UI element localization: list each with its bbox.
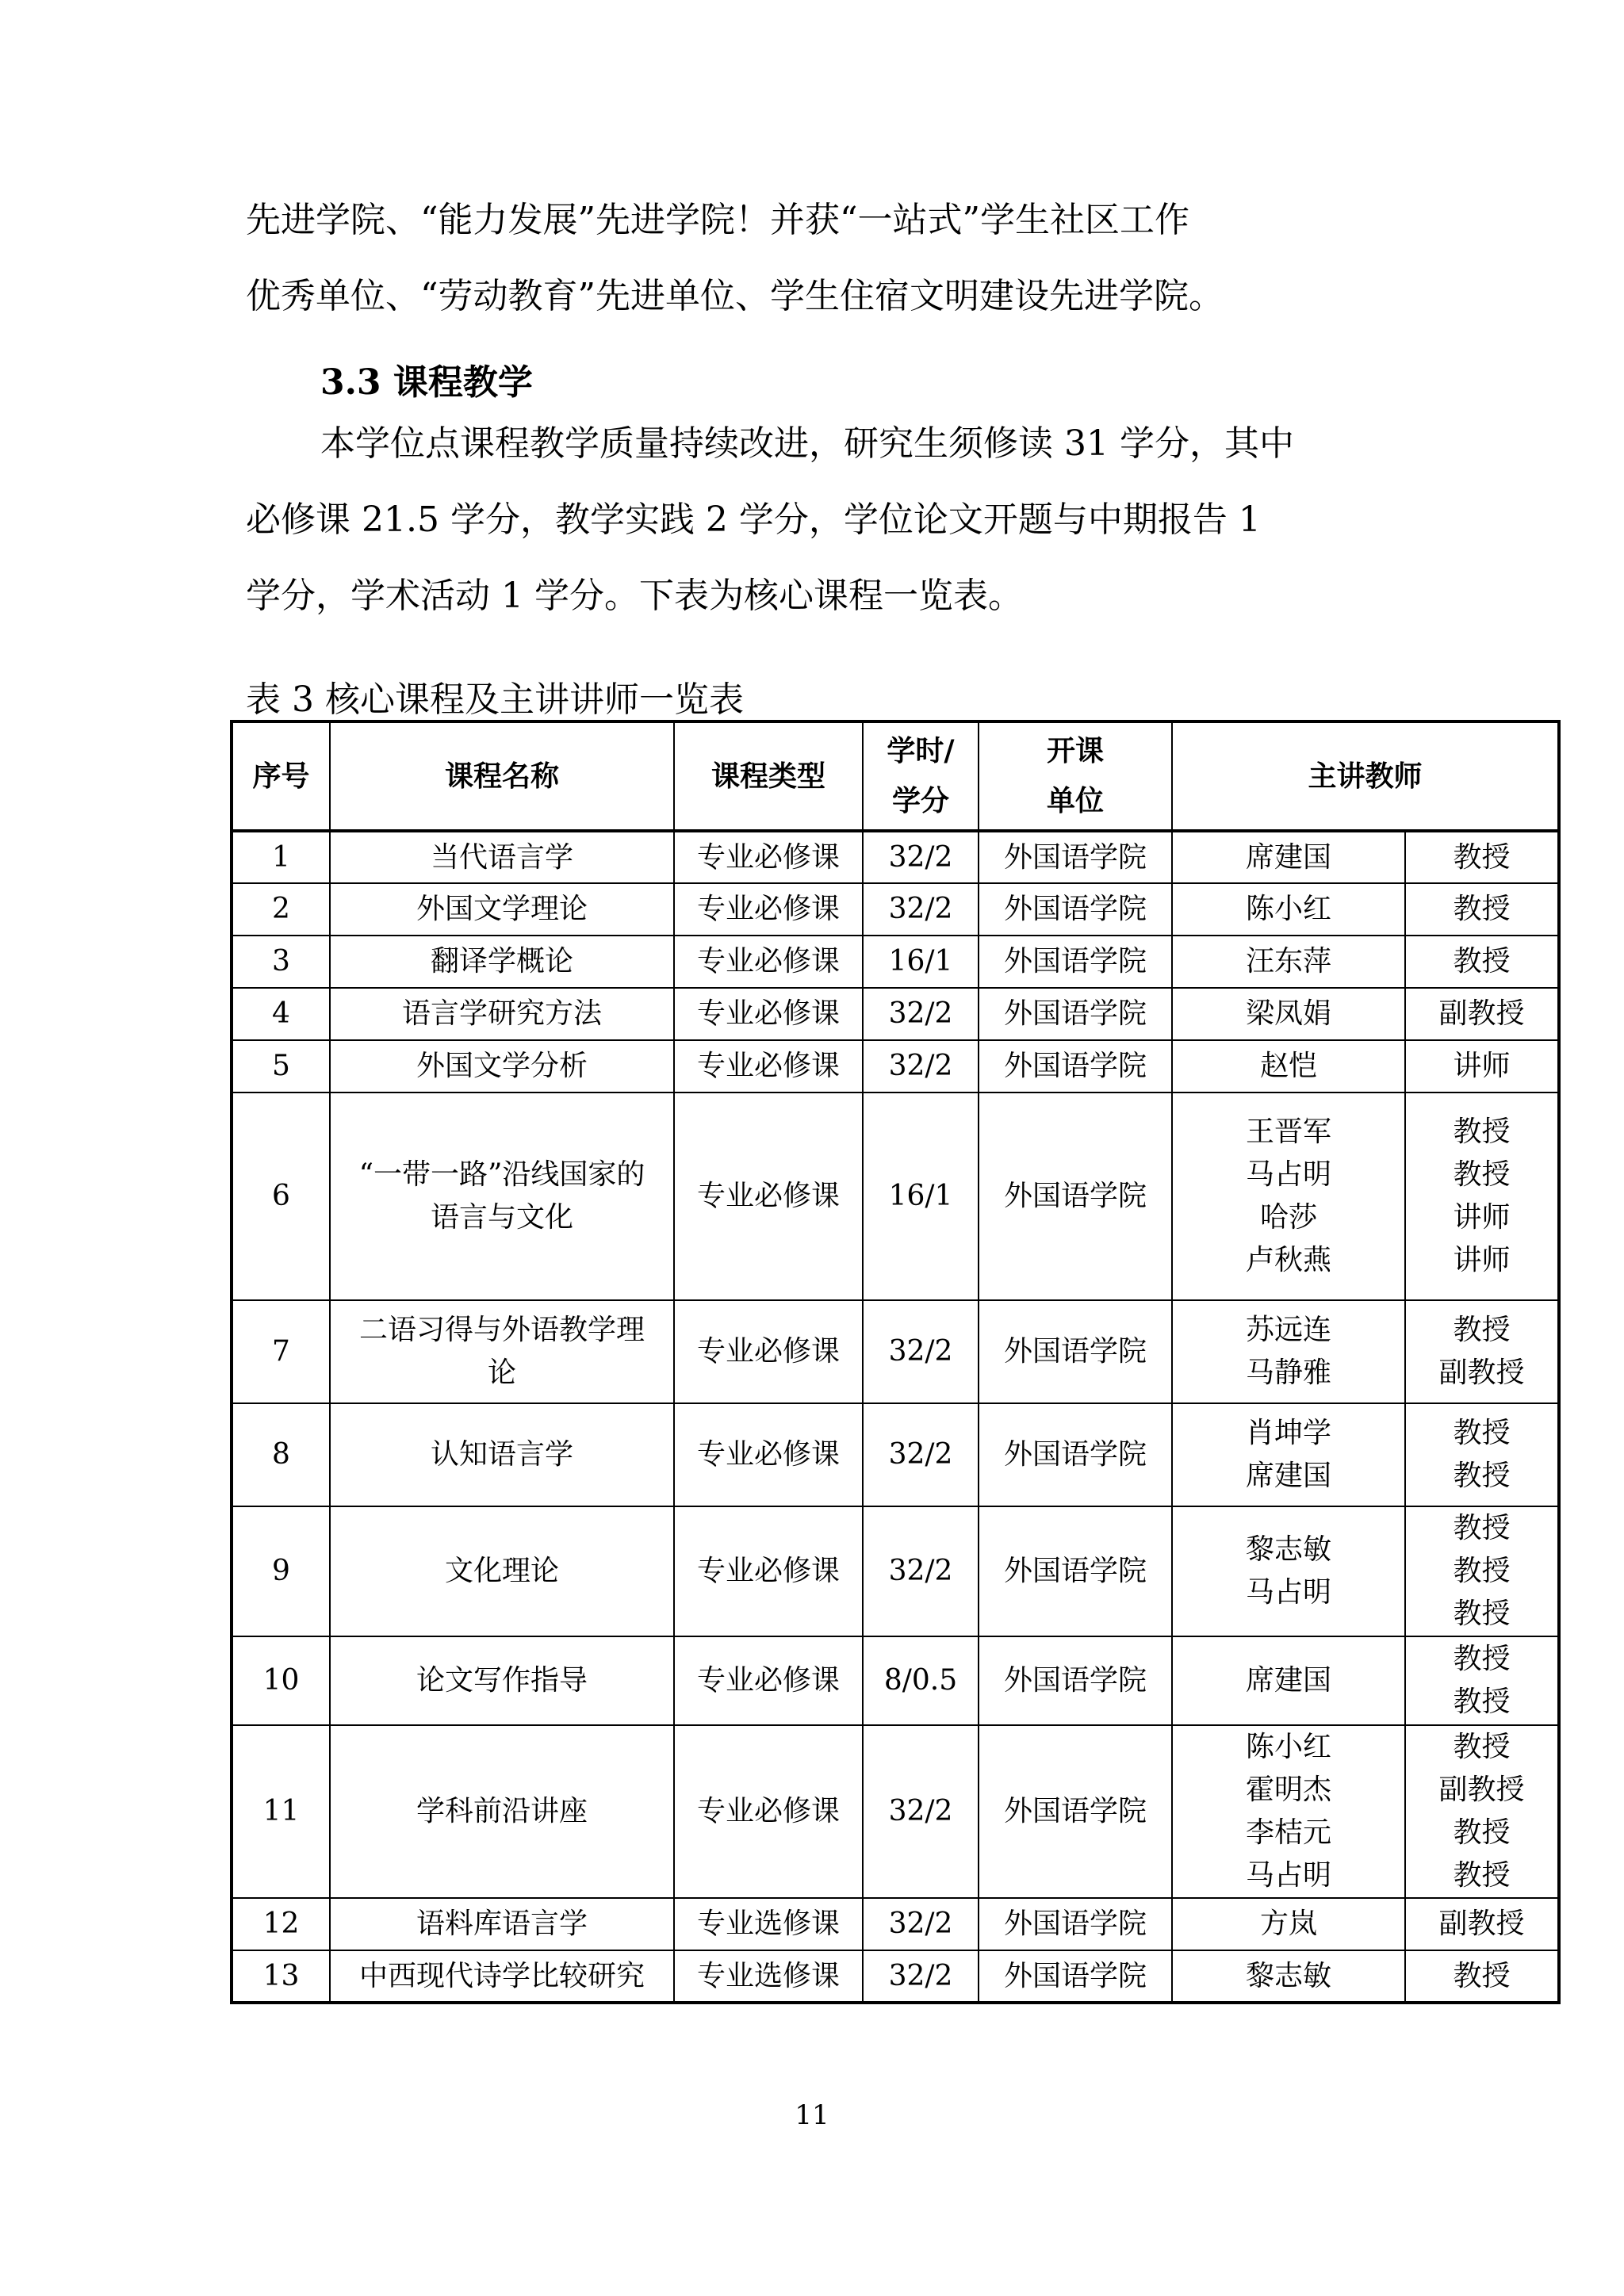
cell-no: 8 [232,1403,330,1506]
cell-course-name [330,1636,674,1725]
cell-title-line: 教授 [1453,893,1511,925]
cell-course-type: 专业必修课 [674,1093,863,1300]
cell-course-name-line: 当代语言学 [430,840,573,874]
cell-teacher-line: 马静雅 [1245,1357,1331,1389]
header-teacher: 主讲教师 [1172,721,1559,831]
cell-course-name-line: 二语习得与外语教学理 [358,1314,645,1346]
cell-title [1405,1040,1559,1093]
cell-title-line: 讲师 [1453,1050,1511,1082]
cell-teacher-line: 黎志敏 [1245,1959,1331,1992]
cell-unit: 外国语学院 [979,883,1172,936]
cell-course-name-line: 语言与文化 [430,1201,573,1234]
cell-title-line: 教授 [1453,1512,1511,1544]
cell-no: 11 [232,1725,330,1898]
cell-title-line: 副教授 [1438,1357,1525,1389]
cell-no: 2 [232,883,330,936]
cell-course-type: 专业必修课 [674,1300,863,1403]
cell-course-name-line: 学科前沿讲座 [416,1795,588,1827]
cell-course-type: 专业选修课 [674,1898,863,1950]
cell-title [1405,831,1559,883]
cell-hours: 32/2 [863,883,979,936]
table-row [232,1300,1559,1403]
cell-no: 13 [232,1950,330,2003]
table-row [232,1636,1559,1725]
core-course-table [230,720,1561,2004]
cell-no: 1 [232,831,330,883]
cell-title-line: 教授 [1453,1598,1511,1630]
cell-course-name [330,1950,674,2003]
cell-course-name [330,1898,674,1950]
cell-teacher [1172,988,1405,1040]
cell-hours: 32/2 [863,1898,979,1950]
cell-title-line: 教授 [1453,1417,1511,1449]
cell-teacher [1172,1506,1405,1636]
cell-teacher [1172,936,1405,988]
cell-title [1405,1898,1559,1950]
cell-teacher-line: 席建国 [1245,1460,1331,1492]
cell-course-name [330,831,674,883]
cell-course-type: 专业必修课 [674,1636,863,1725]
cell-course-type: 专业必修课 [674,1040,863,1093]
cell-title [1405,1403,1559,1506]
header-unit-line2: 单位 [1046,784,1104,817]
cell-course-name-line: 论 [487,1357,516,1389]
cell-course-name [330,1300,674,1403]
header-course-name: 课程名称 [330,721,674,831]
cell-title-line: 讲师 [1453,1244,1511,1276]
cell-teacher [1172,1093,1405,1300]
cell-course-type: 专业必修课 [674,1506,863,1636]
cell-course-name-line: 文化理论 [444,1555,559,1587]
cell-course-name-line: “一带一路”沿线国家的 [358,1158,645,1191]
cell-teacher-line: 卢秋燕 [1245,1244,1331,1276]
cell-course-name [330,1093,674,1300]
cell-title [1405,988,1559,1040]
cell-no: 6 [232,1093,330,1300]
table-row [232,1040,1559,1093]
cell-teacher-line: 霍明杰 [1245,1774,1331,1806]
table-row [232,988,1559,1040]
cell-title [1405,883,1559,936]
cell-course-name [330,883,674,936]
page-number: 11 [795,2099,829,2131]
cell-title-line: 讲师 [1453,1201,1511,1234]
header-hours-credits [863,721,979,831]
cell-unit: 外国语学院 [979,831,1172,883]
cell-title-line: 教授 [1453,1643,1511,1675]
body-line-3: 学分，学术活动 1 学分。下表为核心课程一览表。 [246,576,1023,616]
cell-teacher-line: 马占明 [1245,1859,1331,1892]
cell-course-name [330,936,674,988]
table-row [232,1403,1559,1506]
table-row [232,1093,1559,1300]
cell-title-line: 教授 [1453,1731,1511,1763]
cell-unit: 外国语学院 [979,1898,1172,1950]
header-hours-line2: 学分 [891,784,949,817]
cell-course-name-line: 翻译学概论 [430,945,573,978]
cell-unit: 外国语学院 [979,1300,1172,1403]
cell-title-line: 教授 [1453,1115,1511,1148]
cell-teacher-line: 陈小红 [1245,893,1331,925]
intro-line-2: 优秀单位、“劳动教育”先进单位、学生住宿文明建设先进学院。 [246,276,1224,316]
header-course-type: 课程类型 [674,721,863,831]
cell-course-name-line: 论文写作指导 [416,1664,588,1697]
cell-unit: 外国语学院 [979,1403,1172,1506]
cell-course-name [330,1040,674,1093]
cell-title [1405,1636,1559,1725]
cell-teacher-line: 赵恺 [1259,1050,1317,1082]
cell-hours: 32/2 [863,1403,979,1506]
cell-title-line: 教授 [1453,840,1511,874]
cell-no: 7 [232,1300,330,1403]
cell-teacher-line: 马占明 [1245,1158,1331,1191]
cell-teacher-line: 苏远连 [1245,1314,1331,1346]
cell-hours: 16/1 [863,1093,979,1300]
cell-teacher-line: 李桔元 [1245,1816,1331,1849]
cell-teacher [1172,1950,1405,2003]
cell-no: 4 [232,988,330,1040]
cell-title-line: 教授 [1453,1816,1511,1849]
header-no: 序号 [232,721,330,831]
cell-teacher-line: 肖坤学 [1245,1417,1331,1449]
cell-course-name-line: 语料库语言学 [416,1908,588,1940]
cell-unit: 外国语学院 [979,1506,1172,1636]
header-unit [979,721,1172,831]
cell-hours: 32/2 [863,1506,979,1636]
cell-title [1405,1725,1559,1898]
cell-title-line: 教授 [1453,1460,1511,1492]
cell-title [1405,1950,1559,2003]
body-line-1: 本学位点课程教学质量持续改进，研究生须修读 31 学分，其中 [320,423,1294,464]
cell-title [1405,936,1559,988]
cell-course-name [330,1725,674,1898]
cell-course-name-line: 外国文学分析 [416,1050,588,1082]
cell-title-line: 副教授 [1438,1908,1525,1940]
cell-teacher-line: 梁凤娟 [1245,997,1331,1030]
cell-teacher [1172,1403,1405,1506]
cell-hours: 8/0.5 [863,1636,979,1725]
cell-course-type: 专业必修课 [674,936,863,988]
cell-teacher [1172,1725,1405,1898]
cell-unit: 外国语学院 [979,936,1172,988]
header-hours-line1: 学时/ [887,734,955,767]
cell-hours: 32/2 [863,1040,979,1093]
cell-hours: 32/2 [863,831,979,883]
cell-teacher [1172,1300,1405,1403]
cell-unit: 外国语学院 [979,1636,1172,1725]
cell-title-line: 副教授 [1438,1774,1525,1806]
cell-unit: 外国语学院 [979,1950,1172,2003]
cell-teacher [1172,1898,1405,1950]
cell-teacher [1172,883,1405,936]
section-heading: 3.3 课程教学 [320,362,533,403]
cell-teacher [1172,1040,1405,1093]
cell-title-line: 教授 [1453,1555,1511,1587]
cell-course-name-line: 认知语言学 [430,1438,573,1471]
cell-teacher-line: 席建国 [1245,1664,1331,1697]
cell-title [1405,1093,1559,1300]
cell-unit: 外国语学院 [979,988,1172,1040]
table-row [232,831,1559,883]
cell-title-line: 教授 [1453,1158,1511,1191]
table-row [232,1725,1559,1898]
cell-title [1405,1300,1559,1403]
cell-no: 10 [232,1636,330,1725]
header-unit-line1: 开课 [1046,734,1104,767]
table-caption: 表 3 核心课程及主讲讲师一览表 [246,679,744,720]
cell-course-name-line: 中西现代诗学比较研究 [358,1959,645,1992]
cell-hours: 32/2 [863,1950,979,2003]
intro-line-1: 先进学院、“能力发展”先进学院！并获“一站式”学生社区工作 [246,200,1189,240]
table-row [232,1950,1559,2003]
cell-title-line: 教授 [1453,1686,1511,1718]
cell-teacher-line: 席建国 [1245,840,1331,874]
cell-no: 5 [232,1040,330,1093]
cell-course-type: 专业必修课 [674,883,863,936]
cell-course-name-line: 语言学研究方法 [401,997,602,1030]
cell-course-type: 专业必修课 [674,1725,863,1898]
cell-teacher-line: 方岚 [1259,1908,1317,1940]
cell-teacher-line: 汪东萍 [1245,945,1331,978]
cell-teacher-line: 哈莎 [1259,1201,1317,1234]
cell-course-name-line: 外国文学理论 [416,893,588,925]
table-row [232,883,1559,936]
cell-title-line: 教授 [1453,945,1511,978]
cell-course-type: 专业选修课 [674,1950,863,2003]
cell-hours: 32/2 [863,1300,979,1403]
table-row [232,1506,1559,1636]
cell-hours: 16/1 [863,936,979,988]
cell-course-name [330,1403,674,1506]
cell-teacher-line: 黎志敏 [1245,1533,1331,1566]
cell-course-type: 专业必修课 [674,831,863,883]
cell-no: 3 [232,936,330,988]
cell-course-type: 专业必修课 [674,1403,863,1506]
cell-unit: 外国语学院 [979,1040,1172,1093]
cell-course-name [330,988,674,1040]
cell-title-line: 教授 [1453,1314,1511,1346]
cell-unit: 外国语学院 [979,1725,1172,1898]
cell-title-line: 教授 [1453,1859,1511,1892]
table-row [232,936,1559,988]
cell-unit: 外国语学院 [979,1093,1172,1300]
cell-hours: 32/2 [863,988,979,1040]
cell-teacher-line: 马占明 [1245,1576,1331,1609]
body-line-2: 必修课 21.5 学分，教学实践 2 学分，学位论文开题与中期报告 1 [246,499,1261,540]
cell-teacher [1172,831,1405,883]
cell-no: 12 [232,1898,330,1950]
table-row [232,1898,1559,1950]
cell-teacher [1172,1636,1405,1725]
cell-title-line: 教授 [1453,1959,1511,1992]
cell-teacher-line: 陈小红 [1245,1731,1331,1763]
cell-title [1405,1506,1559,1636]
cell-title-line: 副教授 [1438,997,1525,1030]
cell-course-name [330,1506,674,1636]
cell-course-type: 专业必修课 [674,988,863,1040]
cell-hours: 32/2 [863,1725,979,1898]
table-header-row [232,721,1559,831]
cell-teacher-line: 王晋军 [1245,1115,1331,1148]
cell-no: 9 [232,1506,330,1636]
